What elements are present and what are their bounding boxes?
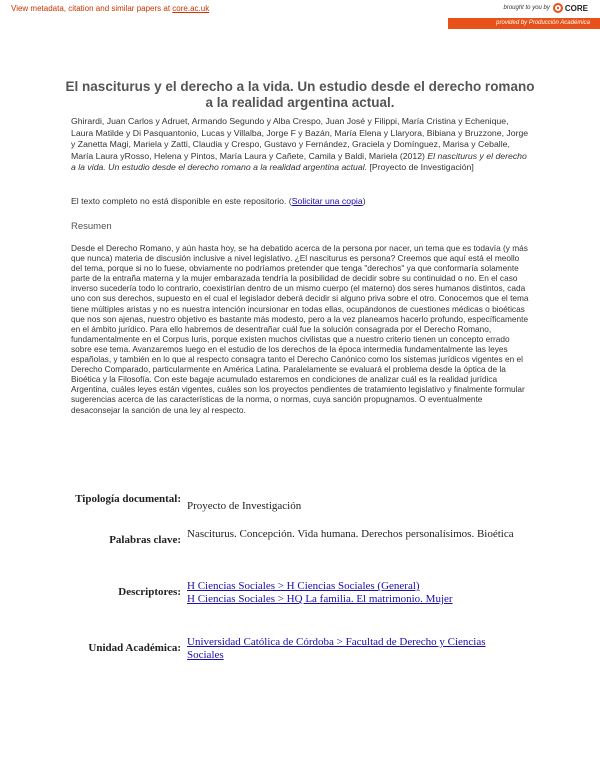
tipologia-label: Tipología documental: xyxy=(75,493,181,505)
abstract-text: Desde el Derecho Romano, y aún hasta hoy, se ha debatido acerca de la persona por nacer, un tema que es todavía (y más que nunca) materia de discusión inclusive a nivel legislativo. ¿El nasciturus es persona? Creemos que aquí está el meollo del tema, porque si no lo fuese, obviamente no podríamos pretender que tenga "derechos" ya que conformaría solamente parte de la entraña materna y la mujer embarazada tendría la posibilidad de decidir sobre su continuidad o no. En el caso inverso sucedería todo lo contrario, coexistirían dentro de un mismo cuerpo (el materno) dos seres humanos distintos, cada uno con sus derechos, supuesto en el cual el legislador deberá decidir si alguno priva sobre el otro. Conocemos que el tema tiene múltiples aristas y no es nuestra intención incursionar en todas ellas, ocupándonos de cuestiones médicas o bioéticas que nos son ajenas, nuestro objetivo es bastante más modesto, pero a la vez planeamos hacerlo profundo, específicamente en el ámbito jurídico. Para ello habremos de desentrañar cuál fue la solución consagrada por el Derecho Romano, fundamentalmente en el Corpus Iuris, porque existen muchos civilistas que a nuestro criterio tienen un concepto errado sobre ese tema. Avanzaremos luego en el estudio de los derechos de la época intermedia fundamentalmente las leyes españolas, y también en lo que al respecto consagra tanto el Derecho Canónico como los sistemas jurídicos vigentes en el Derecho Comparado, particularmente en América Latina. Paralelamente se evaluará el problema desde la óptica de la Bioética y la Filosofía. Con este bagaje acumulado estaremos en condiciones de analizar cuál es la realidad jurídica Argentina, cuáles leyes están vigentes, cuáles son los proyectos pendientes de tratamiento legislativo y finalmente formular sugerencias acerca de las características de la norma, o normas, cuya sanción propugnamos. O eventualmente desaconsejar la sanción de una ley al respecto. xyxy=(71,243,529,415)
unidad-link[interactable]: Universidad Católica de Córdoba > Facultad de Derecho y Ciencias Sociales xyxy=(187,636,486,661)
brought-to-you-text: brought to you by xyxy=(503,5,550,11)
view-metadata-text: View metadata, citation and similar papers at xyxy=(11,4,171,13)
palabras-value: Nasciturus. Concepción. Vida humana. Derechos personalísimos. Bioética xyxy=(187,528,514,540)
view-metadata-link[interactable] xyxy=(11,4,209,13)
citation-type: [Proyecto de Investigación] xyxy=(369,162,474,173)
unidad-label: Unidad Académica: xyxy=(88,642,181,654)
availability-note: El texto completo no está disponible en este repositorio. (Solicitar una copia) xyxy=(71,196,366,206)
resumen-heading: Resumen xyxy=(71,221,112,232)
citation-title: El nasciturus y el derecho a la vida. Un estudio desde el derecho romano a la realidad argentina actual. xyxy=(71,150,527,173)
provider-bar[interactable]: provided by Producción Académica xyxy=(448,18,600,29)
citation-authors: Ghirardi, Juan Carlos y Adruet, Armando Segundo y Alba Crespo, Juan José y Filippi, María Cristina y Echenique, Laura Matilde y Di Pasquantonio, Lucas y Villalba, Jorge F y Bazán, María Elena y Llaryora, Bibiana y Bruzzone, Jorge y Zanetta Magi, Mariela y Zatti, Claudia y Crespo, Gustavo y Fernández, Graciela y Domínguez, Marisa y Ceballe, María Laura yRosso, Helena y Pintos, María Laura y Cañete, Camila y Baldi, Mariela (2012) xyxy=(71,116,529,161)
core-branding[interactable] xyxy=(504,3,589,13)
page-title: El nasciturus y el derecho a la vida. Un estudio desde el derecho romano a la realidad argentina actual. xyxy=(65,79,535,110)
descriptores-label: Descriptores: xyxy=(118,586,181,598)
core-ac-uk-link[interactable]: core.ac.uk xyxy=(172,4,210,13)
descriptores-list xyxy=(187,580,517,606)
descriptor-link[interactable]: H Ciencias Sociales > HQ La familia. El matrimonio. Mujer xyxy=(187,593,453,605)
descriptor-link[interactable]: H Ciencias Sociales > H Ciencias Sociales (General) xyxy=(187,580,420,592)
unidad-value xyxy=(187,636,517,662)
core-brand-text: CORE xyxy=(564,3,588,13)
palabras-label: Palabras clave: xyxy=(109,534,181,546)
citation xyxy=(71,116,531,174)
availability-text: El texto completo no está disponible en este repositorio. xyxy=(71,196,287,206)
core-logo-icon xyxy=(553,3,563,13)
request-copy-link[interactable]: Solicitar una copia xyxy=(291,196,363,206)
core-logo xyxy=(553,3,588,13)
tipologia-value: Proyecto de Investigación xyxy=(187,500,302,512)
top-bar xyxy=(0,0,600,26)
